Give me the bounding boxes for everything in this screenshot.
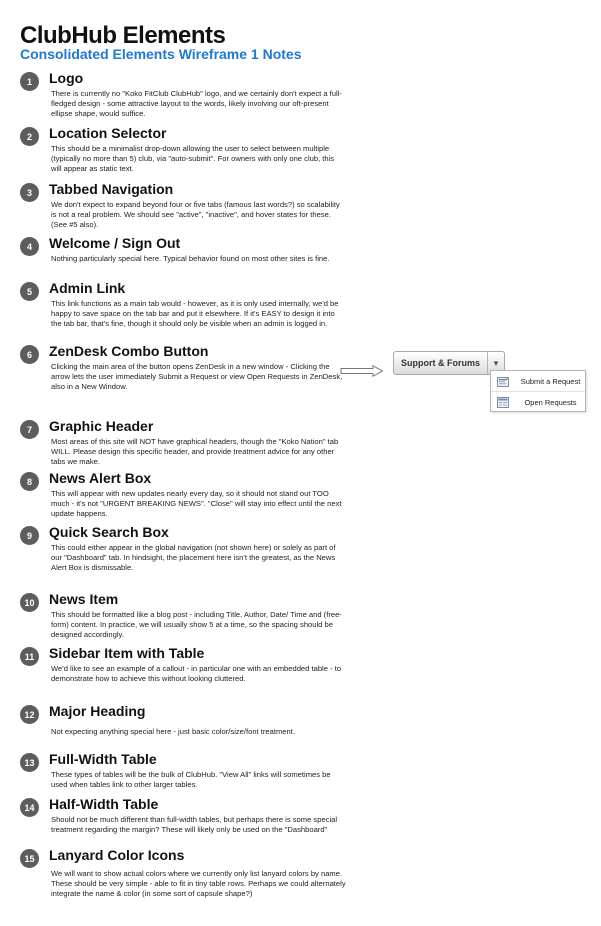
note-heading: Admin Link — [49, 280, 126, 296]
number-badge: 8 — [20, 472, 39, 491]
number-badge: 5 — [20, 282, 39, 301]
note-text: This will appear with new updates nearly every day, so it should not stand out TOO much - it's not "URGENT BREAKING NEWS". "Close" will stay into effect until the next update happens. — [51, 489, 342, 518]
number-badge: 3 — [20, 183, 39, 202]
note-text: We will want to show actual colors where we currently only list lanyard colors by name. These should be very simple - able to fit in tiny table rows. Perhaps we could alternately integrate the name & color (in some sort of capsule shape?) — [51, 869, 346, 898]
note-heading: News Alert Box — [49, 470, 152, 486]
number-badge: 13 — [20, 753, 39, 772]
note-text: We don't expect to expand beyond four or five tabs (famous last words?) so scalability is not a real problem. We should see "active", "inactive", and hover states for these. (See #5 also). — [51, 200, 340, 229]
right-arrow-icon — [340, 365, 384, 377]
note-heading: Welcome / Sign Out — [49, 235, 181, 251]
note-text: Not expecting anything special here - just basic color/size/font treatment. — [51, 727, 295, 736]
menu-item-submit-request[interactable] — [491, 371, 585, 391]
note-text: Nothing particularly special here. Typical behavior found on most other sites is fine. — [51, 254, 330, 263]
note-heading: Major Heading — [49, 703, 146, 719]
note-heading: Location Selector — [49, 125, 167, 141]
page-title: ClubHub Elements — [20, 22, 226, 49]
note-text: These types of tables will be the bulk of ClubHub. "View All" links will sometimes be used when tables link to other larger tables. — [51, 770, 331, 789]
note-heading: Logo — [49, 70, 84, 86]
note-heading: Lanyard Color Icons — [49, 847, 185, 863]
note-heading: Quick Search Box — [49, 524, 169, 540]
note-text: This could either appear in the global navigation (not shown here) or solely as part of our "Dashboard" tab. In hindsight, the placement here isn't the greatest, as the News Alert Box is dismissable. — [51, 543, 336, 572]
number-badge: 14 — [20, 798, 39, 817]
note-text: There is currently no "Koko FitClub ClubHub" logo, and we certainly don't expect a full-fledged design - some attractive layout to the words, likely involving our oft-present ellipse shape, would suffice. — [51, 89, 342, 118]
support-forums-combo-button[interactable] — [393, 351, 505, 375]
number-badge: 6 — [20, 345, 39, 364]
note-text: Clicking the main area of the button opens ZenDesk in a new window - Clicking the arrow lets the user immediately Submit a Request or view Open Requests in ZenDesk, also in a New Window. — [51, 362, 343, 391]
number-badge: 15 — [20, 849, 39, 868]
note-text: This should be a minimalist drop-down allowing the user to select between multiple (typically no more than 5) club, via "auto-submit". For owners with only one club, this will appear as static text. — [51, 144, 335, 173]
page-subtitle: Consolidated Elements Wireframe 1 Notes — [20, 46, 302, 62]
number-badge: 9 — [20, 526, 39, 545]
note-heading: ZenDesk Combo Button — [49, 343, 209, 359]
open-requests-icon — [497, 397, 509, 408]
note-heading: Tabbed Navigation — [49, 181, 174, 197]
menu-item-label: Open Requests — [524, 397, 577, 407]
submit-request-icon — [497, 376, 509, 387]
support-forums-button-label[interactable]: Support & Forums — [401, 358, 480, 368]
number-badge: 7 — [20, 420, 39, 439]
note-heading: Graphic Header — [49, 418, 154, 434]
support-dropdown-menu — [490, 370, 586, 412]
number-badge: 11 — [20, 647, 39, 666]
number-badge: 2 — [20, 127, 39, 146]
note-heading: Full-Width Table — [49, 751, 157, 767]
note-text: This should be formatted like a blog post - including Title, Author, Date/ Time and (free-form) content. In practice, we will usually show 5 at a time, so the spacing should be designed accordingly. — [51, 610, 342, 639]
menu-item-label: Submit a Request — [520, 376, 581, 386]
menu-item-open-requests[interactable] — [491, 391, 585, 412]
number-badge: 1 — [20, 72, 39, 91]
note-text: Should not be much different than full-width tables, but perhaps there is some special treatment regarding the margin? These will likely only be used on the "Dashboard" — [51, 815, 338, 834]
number-badge: 12 — [20, 705, 39, 724]
note-text: Most areas of this site will NOT have graphical headers, though the "Koko Nation" tab WILL. Please design this specific header, and provide treatment advice for any other tabs we make. — [51, 437, 339, 466]
note-heading: Half-Width Table — [49, 796, 159, 812]
note-heading: Sidebar Item with Table — [49, 645, 205, 661]
number-badge: 10 — [20, 593, 39, 612]
note-text: This link functions as a main tab would - however, as it is only used internally, we'd be happy to save space on the tab bar and put it elsewhere. If it's EASY to design it into the tab bar, that's fine, though it should only be visible when an admin is logged in. — [51, 299, 339, 328]
chevron-down-icon[interactable]: ▼ — [492, 358, 500, 368]
note-heading: News Item — [49, 591, 119, 607]
note-text: We'd like to see an example of a callout - in particular one with an embedded table - to demonstrate how to achieve this without looking cluttered. — [51, 664, 342, 683]
number-badge: 4 — [20, 237, 39, 256]
